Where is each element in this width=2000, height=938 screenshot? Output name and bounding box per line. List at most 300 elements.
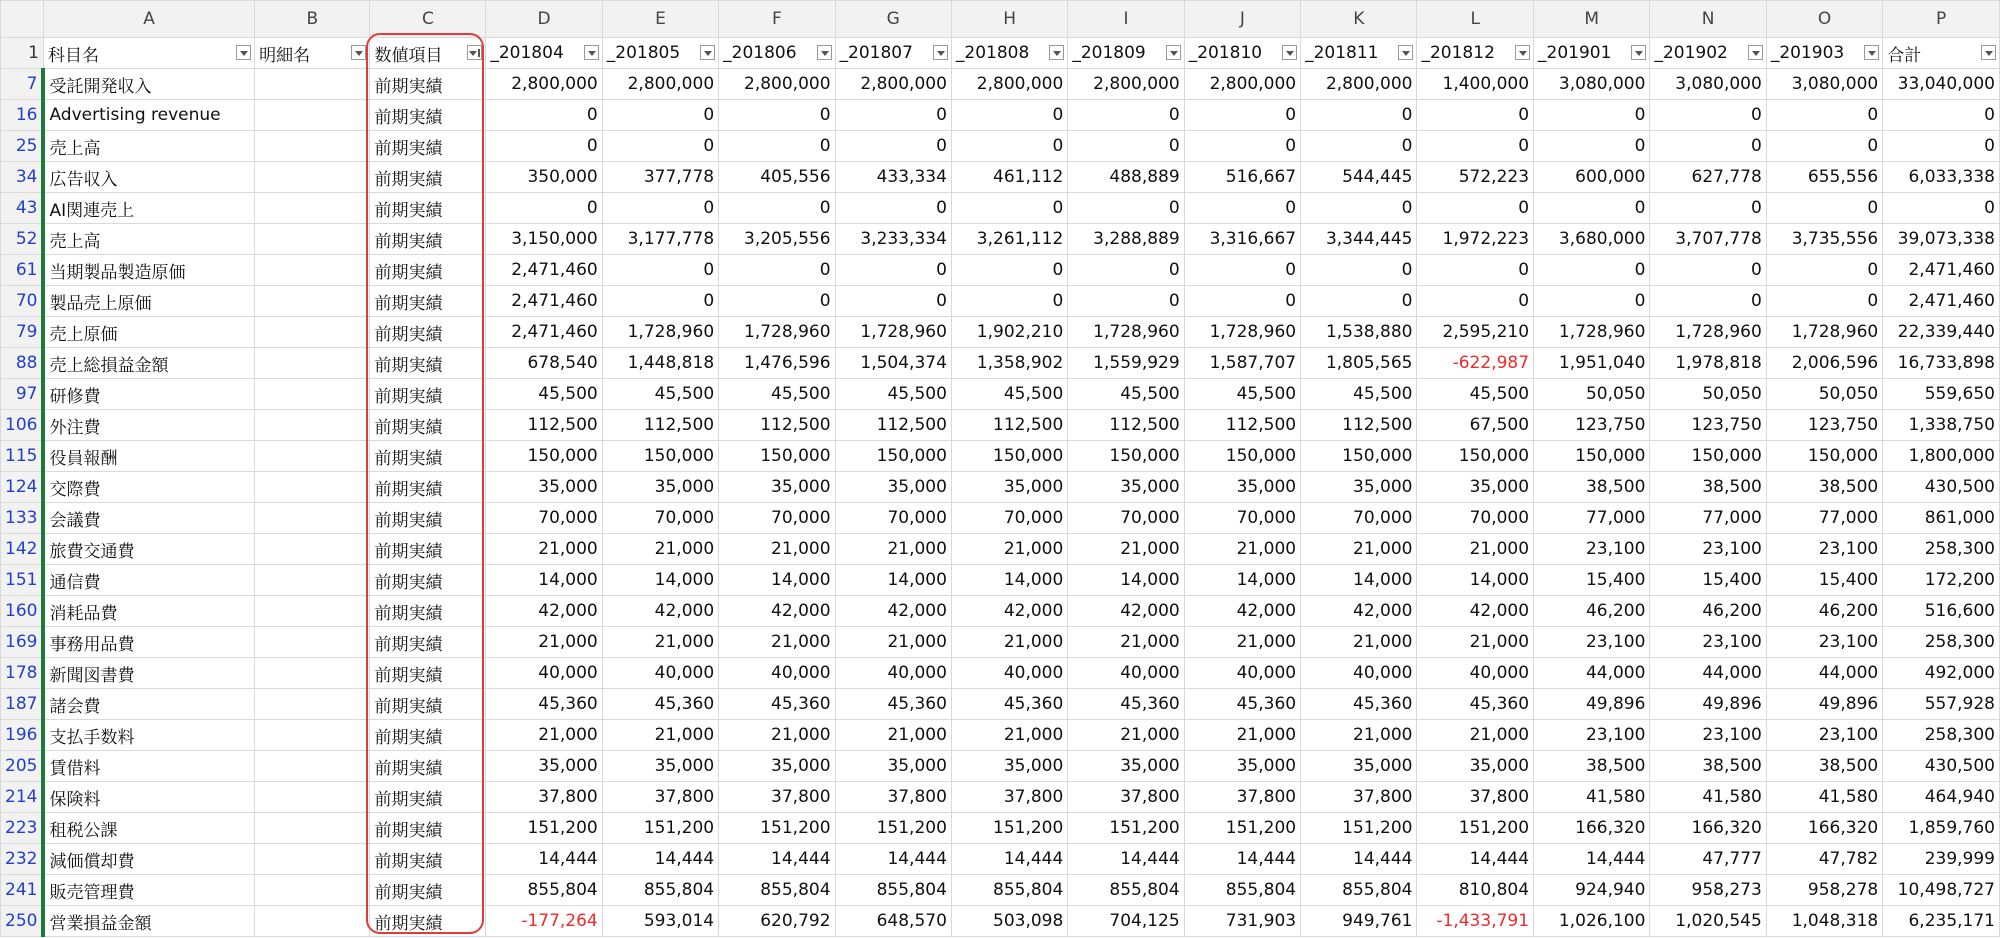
- row-number[interactable]: 79: [1, 317, 44, 348]
- month-value-cell[interactable]: 627,778: [1650, 162, 1766, 193]
- month-value-cell[interactable]: 37,800: [1301, 782, 1417, 813]
- column-header-l[interactable]: L: [1417, 1, 1534, 38]
- value-type-cell[interactable]: 前期実績: [370, 689, 486, 720]
- month-value-cell[interactable]: 35,000: [602, 751, 718, 782]
- month-value-cell[interactable]: 0: [1068, 131, 1184, 162]
- month-value-cell[interactable]: 112,500: [835, 410, 951, 441]
- month-value-cell[interactable]: 14,000: [1184, 565, 1300, 596]
- month-value-cell[interactable]: 3,205,556: [719, 224, 835, 255]
- detail-name-cell[interactable]: [255, 100, 370, 131]
- detail-name-cell[interactable]: [255, 627, 370, 658]
- account-name-cell[interactable]: 製品売上原価: [43, 286, 254, 317]
- value-type-cell[interactable]: 前期実績: [370, 410, 486, 441]
- select-all-corner[interactable]: [1, 1, 44, 38]
- month-value-cell[interactable]: 21,000: [951, 627, 1067, 658]
- month-value-cell[interactable]: 3,080,000: [1650, 69, 1766, 100]
- total-cell[interactable]: 258,300: [1883, 534, 2000, 565]
- month-value-cell[interactable]: 600,000: [1534, 162, 1650, 193]
- month-value-cell[interactable]: 14,444: [1301, 844, 1417, 875]
- month-value-cell[interactable]: -177,264: [486, 906, 602, 937]
- detail-name-cell[interactable]: [255, 224, 370, 255]
- month-value-cell[interactable]: 0: [1417, 286, 1534, 317]
- month-value-cell[interactable]: 166,320: [1650, 813, 1766, 844]
- month-value-cell[interactable]: 45,500: [835, 379, 951, 410]
- month-value-cell[interactable]: 0: [951, 100, 1067, 131]
- month-value-cell[interactable]: 3,261,112: [951, 224, 1067, 255]
- month-value-cell[interactable]: 37,800: [835, 782, 951, 813]
- month-value-cell[interactable]: 14,000: [951, 565, 1067, 596]
- detail-name-cell[interactable]: [255, 689, 370, 720]
- month-value-cell[interactable]: 40,000: [486, 658, 602, 689]
- header-cell-e[interactable]: [602, 38, 718, 69]
- month-value-cell[interactable]: 70,000: [602, 503, 718, 534]
- total-cell[interactable]: 1,338,750: [1883, 410, 2000, 441]
- row-number[interactable]: 52: [1, 224, 44, 255]
- month-value-cell[interactable]: 1,728,960: [1766, 317, 1882, 348]
- month-value-cell[interactable]: 14,000: [602, 565, 718, 596]
- month-value-cell[interactable]: 37,800: [1184, 782, 1300, 813]
- total-cell[interactable]: 39,073,338: [1883, 224, 2000, 255]
- month-value-cell[interactable]: 35,000: [486, 751, 602, 782]
- month-value-cell[interactable]: 77,000: [1766, 503, 1882, 534]
- month-value-cell[interactable]: 503,098: [951, 906, 1067, 937]
- month-value-cell[interactable]: 0: [835, 286, 951, 317]
- month-value-cell[interactable]: 21,000: [1184, 627, 1300, 658]
- account-name-cell[interactable]: 会議費: [43, 503, 254, 534]
- month-value-cell[interactable]: 38,500: [1766, 751, 1882, 782]
- row-number[interactable]: 196: [1, 720, 44, 751]
- month-value-cell[interactable]: 23,100: [1650, 627, 1766, 658]
- month-value-cell[interactable]: 151,200: [1068, 813, 1184, 844]
- month-value-cell[interactable]: 35,000: [1068, 751, 1184, 782]
- month-value-cell[interactable]: 150,000: [719, 441, 835, 472]
- month-value-cell[interactable]: 38,500: [1650, 751, 1766, 782]
- month-value-cell[interactable]: 958,278: [1766, 875, 1882, 906]
- column-header-c[interactable]: C: [370, 1, 486, 38]
- value-type-cell[interactable]: 前期実績: [370, 844, 486, 875]
- month-value-cell[interactable]: 21,000: [1301, 534, 1417, 565]
- month-value-cell[interactable]: 0: [1301, 255, 1417, 286]
- filter-dropdown-icon[interactable]: [817, 45, 832, 60]
- month-value-cell[interactable]: 0: [835, 100, 951, 131]
- month-value-cell[interactable]: 35,000: [719, 751, 835, 782]
- detail-name-cell[interactable]: [255, 162, 370, 193]
- month-value-cell[interactable]: 855,804: [1068, 875, 1184, 906]
- total-cell[interactable]: 6,235,171: [1883, 906, 2000, 937]
- month-value-cell[interactable]: 50,050: [1766, 379, 1882, 410]
- month-value-cell[interactable]: 516,667: [1184, 162, 1300, 193]
- month-value-cell[interactable]: 1,020,545: [1650, 906, 1766, 937]
- month-value-cell[interactable]: 1,538,880: [1301, 317, 1417, 348]
- month-value-cell[interactable]: 21,000: [1068, 720, 1184, 751]
- month-value-cell[interactable]: 45,500: [719, 379, 835, 410]
- month-value-cell[interactable]: 45,360: [1417, 689, 1534, 720]
- value-type-cell[interactable]: 前期実績: [370, 69, 486, 100]
- row-number[interactable]: 133: [1, 503, 44, 534]
- month-value-cell[interactable]: 0: [1534, 255, 1650, 286]
- month-value-cell[interactable]: 41,580: [1650, 782, 1766, 813]
- month-value-cell[interactable]: 21,000: [835, 627, 951, 658]
- month-value-cell[interactable]: 3,177,778: [602, 224, 718, 255]
- account-name-cell[interactable]: 売上原価: [43, 317, 254, 348]
- month-value-cell[interactable]: 0: [1650, 255, 1766, 286]
- row-number[interactable]: 97: [1, 379, 44, 410]
- row-number[interactable]: 187: [1, 689, 44, 720]
- month-value-cell[interactable]: 704,125: [1068, 906, 1184, 937]
- month-value-cell[interactable]: 21,000: [486, 720, 602, 751]
- month-value-cell[interactable]: 855,804: [719, 875, 835, 906]
- month-value-cell[interactable]: 40,000: [1068, 658, 1184, 689]
- month-value-cell[interactable]: 21,000: [719, 534, 835, 565]
- month-value-cell[interactable]: 855,804: [835, 875, 951, 906]
- month-value-cell[interactable]: 44,000: [1534, 658, 1650, 689]
- month-value-cell[interactable]: 15,400: [1650, 565, 1766, 596]
- month-value-cell[interactable]: 112,500: [1068, 410, 1184, 441]
- month-value-cell[interactable]: 35,000: [1417, 472, 1534, 503]
- month-value-cell[interactable]: 0: [951, 193, 1067, 224]
- row-number[interactable]: 43: [1, 193, 44, 224]
- account-name-cell[interactable]: AI関連売上: [43, 193, 254, 224]
- month-value-cell[interactable]: 0: [1417, 193, 1534, 224]
- month-value-cell[interactable]: 3,080,000: [1766, 69, 1882, 100]
- month-value-cell[interactable]: 0: [1766, 193, 1882, 224]
- month-value-cell[interactable]: 0: [1301, 286, 1417, 317]
- header-cell-g[interactable]: [835, 38, 951, 69]
- month-value-cell[interactable]: 44,000: [1650, 658, 1766, 689]
- value-type-cell[interactable]: 前期実績: [370, 255, 486, 286]
- header-cell-k[interactable]: [1301, 38, 1417, 69]
- value-type-cell[interactable]: 前期実績: [370, 317, 486, 348]
- row-number[interactable]: 250: [1, 906, 44, 937]
- month-value-cell[interactable]: 70,000: [1068, 503, 1184, 534]
- month-value-cell[interactable]: 1,728,960: [835, 317, 951, 348]
- month-value-cell[interactable]: 150,000: [1417, 441, 1534, 472]
- header-cell-b[interactable]: [255, 38, 370, 69]
- month-value-cell[interactable]: 620,792: [719, 906, 835, 937]
- month-value-cell[interactable]: 35,000: [1301, 472, 1417, 503]
- month-value-cell[interactable]: 112,500: [951, 410, 1067, 441]
- header-cell-o[interactable]: [1766, 38, 1882, 69]
- month-value-cell[interactable]: 21,000: [835, 534, 951, 565]
- month-value-cell[interactable]: 35,000: [835, 751, 951, 782]
- row-number[interactable]: 88: [1, 348, 44, 379]
- month-value-cell[interactable]: 42,000: [1417, 596, 1534, 627]
- month-value-cell[interactable]: 41,580: [1534, 782, 1650, 813]
- month-value-cell[interactable]: 45,500: [1417, 379, 1534, 410]
- month-value-cell[interactable]: 70,000: [486, 503, 602, 534]
- filter-dropdown-icon[interactable]: [1166, 45, 1181, 60]
- month-value-cell[interactable]: 45,360: [719, 689, 835, 720]
- month-value-cell[interactable]: 2,800,000: [1068, 69, 1184, 100]
- month-value-cell[interactable]: 572,223: [1417, 162, 1534, 193]
- month-value-cell[interactable]: 1,728,960: [1650, 317, 1766, 348]
- month-value-cell[interactable]: 855,804: [602, 875, 718, 906]
- total-cell[interactable]: 430,500: [1883, 472, 2000, 503]
- month-value-cell[interactable]: 35,000: [951, 472, 1067, 503]
- month-value-cell[interactable]: 0: [1301, 100, 1417, 131]
- month-value-cell[interactable]: 45,360: [486, 689, 602, 720]
- month-value-cell[interactable]: 151,200: [1301, 813, 1417, 844]
- total-cell[interactable]: 1,859,760: [1883, 813, 2000, 844]
- month-value-cell[interactable]: 45,360: [835, 689, 951, 720]
- month-value-cell[interactable]: 49,896: [1766, 689, 1882, 720]
- month-value-cell[interactable]: 0: [486, 131, 602, 162]
- month-value-cell[interactable]: 45,500: [1068, 379, 1184, 410]
- month-value-cell[interactable]: 1,972,223: [1417, 224, 1534, 255]
- month-value-cell[interactable]: 46,200: [1766, 596, 1882, 627]
- column-header-n[interactable]: N: [1650, 1, 1766, 38]
- month-value-cell[interactable]: 35,000: [1417, 751, 1534, 782]
- month-value-cell[interactable]: 23,100: [1766, 534, 1882, 565]
- month-value-cell[interactable]: 14,444: [1184, 844, 1300, 875]
- month-value-cell[interactable]: 1,805,565: [1301, 348, 1417, 379]
- month-value-cell[interactable]: 21,000: [1301, 720, 1417, 751]
- total-cell[interactable]: 1,800,000: [1883, 441, 2000, 472]
- month-value-cell[interactable]: 38,500: [1650, 472, 1766, 503]
- month-value-cell[interactable]: 42,000: [719, 596, 835, 627]
- column-header-b[interactable]: B: [255, 1, 370, 38]
- month-value-cell[interactable]: 1,048,318: [1766, 906, 1882, 937]
- month-value-cell[interactable]: 3,288,889: [1068, 224, 1184, 255]
- total-cell[interactable]: 22,339,440: [1883, 317, 2000, 348]
- month-value-cell[interactable]: 3,344,445: [1301, 224, 1417, 255]
- row-number[interactable]: 1: [1, 38, 44, 69]
- detail-name-cell[interactable]: [255, 658, 370, 689]
- month-value-cell[interactable]: 0: [1534, 100, 1650, 131]
- month-value-cell[interactable]: 150,000: [602, 441, 718, 472]
- month-value-cell[interactable]: 150,000: [1184, 441, 1300, 472]
- value-type-cell[interactable]: 前期実績: [370, 286, 486, 317]
- month-value-cell[interactable]: 3,680,000: [1534, 224, 1650, 255]
- month-value-cell[interactable]: 1,728,960: [1184, 317, 1300, 348]
- detail-name-cell[interactable]: [255, 503, 370, 534]
- month-value-cell[interactable]: 924,940: [1534, 875, 1650, 906]
- month-value-cell[interactable]: 46,200: [1650, 596, 1766, 627]
- month-value-cell[interactable]: 40,000: [835, 658, 951, 689]
- month-value-cell[interactable]: 166,320: [1534, 813, 1650, 844]
- row-number[interactable]: 70: [1, 286, 44, 317]
- account-name-cell[interactable]: 旅費交通費: [43, 534, 254, 565]
- month-value-cell[interactable]: 544,445: [1301, 162, 1417, 193]
- month-value-cell[interactable]: 21,000: [719, 627, 835, 658]
- month-value-cell[interactable]: 1,978,818: [1650, 348, 1766, 379]
- month-value-cell[interactable]: 0: [1301, 193, 1417, 224]
- month-value-cell[interactable]: 2,006,596: [1766, 348, 1882, 379]
- column-header-j[interactable]: J: [1184, 1, 1300, 38]
- value-type-cell[interactable]: 前期実績: [370, 162, 486, 193]
- value-type-cell[interactable]: 前期実績: [370, 906, 486, 937]
- month-value-cell[interactable]: 0: [719, 131, 835, 162]
- column-header-p[interactable]: P: [1883, 1, 2000, 38]
- month-value-cell[interactable]: 433,334: [835, 162, 951, 193]
- row-number[interactable]: 7: [1, 69, 44, 100]
- month-value-cell[interactable]: 655,556: [1766, 162, 1882, 193]
- month-value-cell[interactable]: 0: [951, 286, 1067, 317]
- month-value-cell[interactable]: 3,316,667: [1184, 224, 1300, 255]
- month-value-cell[interactable]: 855,804: [1184, 875, 1300, 906]
- month-value-cell[interactable]: 855,804: [486, 875, 602, 906]
- month-value-cell[interactable]: 35,000: [1301, 751, 1417, 782]
- month-value-cell[interactable]: 1,448,818: [602, 348, 718, 379]
- filter-dropdown-icon[interactable]: [584, 45, 599, 60]
- value-type-cell[interactable]: 前期実績: [370, 751, 486, 782]
- header-cell-j[interactable]: [1184, 38, 1300, 69]
- month-value-cell[interactable]: 151,200: [486, 813, 602, 844]
- filter-dropdown-icon[interactable]: [1282, 45, 1297, 60]
- month-value-cell[interactable]: 35,000: [719, 472, 835, 503]
- total-cell[interactable]: 559,650: [1883, 379, 2000, 410]
- value-type-cell[interactable]: 前期実績: [370, 441, 486, 472]
- month-value-cell[interactable]: 42,000: [951, 596, 1067, 627]
- month-value-cell[interactable]: 3,707,778: [1650, 224, 1766, 255]
- account-name-cell[interactable]: 外注費: [43, 410, 254, 441]
- month-value-cell[interactable]: 0: [951, 131, 1067, 162]
- account-name-cell[interactable]: 新聞図書費: [43, 658, 254, 689]
- month-value-cell[interactable]: 70,000: [1301, 503, 1417, 534]
- month-value-cell[interactable]: 15,400: [1766, 565, 1882, 596]
- detail-name-cell[interactable]: [255, 720, 370, 751]
- value-type-cell[interactable]: 前期実績: [370, 565, 486, 596]
- month-value-cell[interactable]: 0: [951, 255, 1067, 286]
- month-value-cell[interactable]: 35,000: [1184, 751, 1300, 782]
- month-value-cell[interactable]: 38,500: [1534, 472, 1650, 503]
- row-number[interactable]: 124: [1, 472, 44, 503]
- month-value-cell[interactable]: 648,570: [835, 906, 951, 937]
- row-number[interactable]: 241: [1, 875, 44, 906]
- month-value-cell[interactable]: 42,000: [1184, 596, 1300, 627]
- filter-active-icon[interactable]: [467, 45, 482, 60]
- month-value-cell[interactable]: 0: [1184, 100, 1300, 131]
- account-name-cell[interactable]: 販売管理費: [43, 875, 254, 906]
- total-cell[interactable]: 258,300: [1883, 627, 2000, 658]
- month-value-cell[interactable]: 14,000: [1301, 565, 1417, 596]
- month-value-cell[interactable]: 23,100: [1534, 627, 1650, 658]
- month-value-cell[interactable]: 0: [1301, 131, 1417, 162]
- month-value-cell[interactable]: 731,903: [1184, 906, 1300, 937]
- month-value-cell[interactable]: 35,000: [1068, 472, 1184, 503]
- filter-dropdown-icon[interactable]: [933, 45, 948, 60]
- total-cell[interactable]: 239,999: [1883, 844, 2000, 875]
- month-value-cell[interactable]: 14,000: [1068, 565, 1184, 596]
- column-header-k[interactable]: K: [1301, 1, 1417, 38]
- month-value-cell[interactable]: 23,100: [1766, 627, 1882, 658]
- value-type-cell[interactable]: 前期実績: [370, 472, 486, 503]
- month-value-cell[interactable]: 35,000: [602, 472, 718, 503]
- month-value-cell[interactable]: -1,433,791: [1417, 906, 1534, 937]
- month-value-cell[interactable]: 49,896: [1534, 689, 1650, 720]
- month-value-cell[interactable]: 151,200: [719, 813, 835, 844]
- detail-name-cell[interactable]: [255, 379, 370, 410]
- total-cell[interactable]: 33,040,000: [1883, 69, 2000, 100]
- month-value-cell[interactable]: 2,471,460: [486, 317, 602, 348]
- month-value-cell[interactable]: 0: [1650, 131, 1766, 162]
- month-value-cell[interactable]: 40,000: [602, 658, 718, 689]
- month-value-cell[interactable]: 14,444: [835, 844, 951, 875]
- detail-name-cell[interactable]: [255, 906, 370, 937]
- month-value-cell[interactable]: 38,500: [1766, 472, 1882, 503]
- month-value-cell[interactable]: 112,500: [486, 410, 602, 441]
- filter-dropdown-icon[interactable]: [1748, 45, 1763, 60]
- month-value-cell[interactable]: 0: [1184, 193, 1300, 224]
- month-value-cell[interactable]: 0: [835, 131, 951, 162]
- month-value-cell[interactable]: 0: [486, 100, 602, 131]
- month-value-cell[interactable]: 0: [1766, 286, 1882, 317]
- month-value-cell[interactable]: 151,200: [1417, 813, 1534, 844]
- value-type-cell[interactable]: 前期実績: [370, 782, 486, 813]
- filter-dropdown-icon[interactable]: [700, 45, 715, 60]
- month-value-cell[interactable]: 45,500: [486, 379, 602, 410]
- account-name-cell[interactable]: 保険料: [43, 782, 254, 813]
- total-cell[interactable]: 492,000: [1883, 658, 2000, 689]
- month-value-cell[interactable]: 45,360: [1068, 689, 1184, 720]
- detail-name-cell[interactable]: [255, 813, 370, 844]
- month-value-cell[interactable]: 40,000: [1417, 658, 1534, 689]
- header-cell-i[interactable]: [1068, 38, 1184, 69]
- month-value-cell[interactable]: 21,000: [719, 720, 835, 751]
- month-value-cell[interactable]: 3,233,334: [835, 224, 951, 255]
- month-value-cell[interactable]: 21,000: [486, 627, 602, 658]
- month-value-cell[interactable]: 21,000: [951, 534, 1067, 565]
- month-value-cell[interactable]: 14,000: [486, 565, 602, 596]
- month-value-cell[interactable]: 21,000: [1184, 720, 1300, 751]
- month-value-cell[interactable]: 405,556: [719, 162, 835, 193]
- column-header-o[interactable]: O: [1766, 1, 1882, 38]
- row-number[interactable]: 151: [1, 565, 44, 596]
- month-value-cell[interactable]: 21,000: [1068, 534, 1184, 565]
- month-value-cell[interactable]: 47,782: [1766, 844, 1882, 875]
- month-value-cell[interactable]: 2,800,000: [1301, 69, 1417, 100]
- total-cell[interactable]: 516,600: [1883, 596, 2000, 627]
- month-value-cell[interactable]: -622,987: [1417, 348, 1534, 379]
- value-type-cell[interactable]: 前期実績: [370, 627, 486, 658]
- value-type-cell[interactable]: 前期実績: [370, 224, 486, 255]
- value-type-cell[interactable]: 前期実績: [370, 193, 486, 224]
- month-value-cell[interactable]: 3,080,000: [1534, 69, 1650, 100]
- month-value-cell[interactable]: 77,000: [1534, 503, 1650, 534]
- month-value-cell[interactable]: 42,000: [1301, 596, 1417, 627]
- detail-name-cell[interactable]: [255, 472, 370, 503]
- month-value-cell[interactable]: 0: [719, 286, 835, 317]
- month-value-cell[interactable]: 50,050: [1650, 379, 1766, 410]
- account-name-cell[interactable]: 減価償却費: [43, 844, 254, 875]
- row-number[interactable]: 169: [1, 627, 44, 658]
- month-value-cell[interactable]: 38,500: [1534, 751, 1650, 782]
- month-value-cell[interactable]: 150,000: [1766, 441, 1882, 472]
- row-number[interactable]: 232: [1, 844, 44, 875]
- row-number[interactable]: 61: [1, 255, 44, 286]
- month-value-cell[interactable]: 21,000: [1184, 534, 1300, 565]
- detail-name-cell[interactable]: [255, 844, 370, 875]
- month-value-cell[interactable]: 488,889: [1068, 162, 1184, 193]
- month-value-cell[interactable]: 14,444: [486, 844, 602, 875]
- month-value-cell[interactable]: 810,804: [1417, 875, 1534, 906]
- month-value-cell[interactable]: 0: [1534, 286, 1650, 317]
- month-value-cell[interactable]: 151,200: [835, 813, 951, 844]
- month-value-cell[interactable]: 150,000: [951, 441, 1067, 472]
- month-value-cell[interactable]: 3,150,000: [486, 224, 602, 255]
- month-value-cell[interactable]: 1,728,960: [1068, 317, 1184, 348]
- month-value-cell[interactable]: 70,000: [1417, 503, 1534, 534]
- month-value-cell[interactable]: 14,000: [719, 565, 835, 596]
- month-value-cell[interactable]: 958,273: [1650, 875, 1766, 906]
- month-value-cell[interactable]: 112,500: [719, 410, 835, 441]
- detail-name-cell[interactable]: [255, 441, 370, 472]
- month-value-cell[interactable]: 593,014: [602, 906, 718, 937]
- account-name-cell[interactable]: 売上高: [43, 224, 254, 255]
- month-value-cell[interactable]: 0: [602, 131, 718, 162]
- header-cell-p[interactable]: [1883, 38, 2000, 69]
- month-value-cell[interactable]: 1,902,210: [951, 317, 1067, 348]
